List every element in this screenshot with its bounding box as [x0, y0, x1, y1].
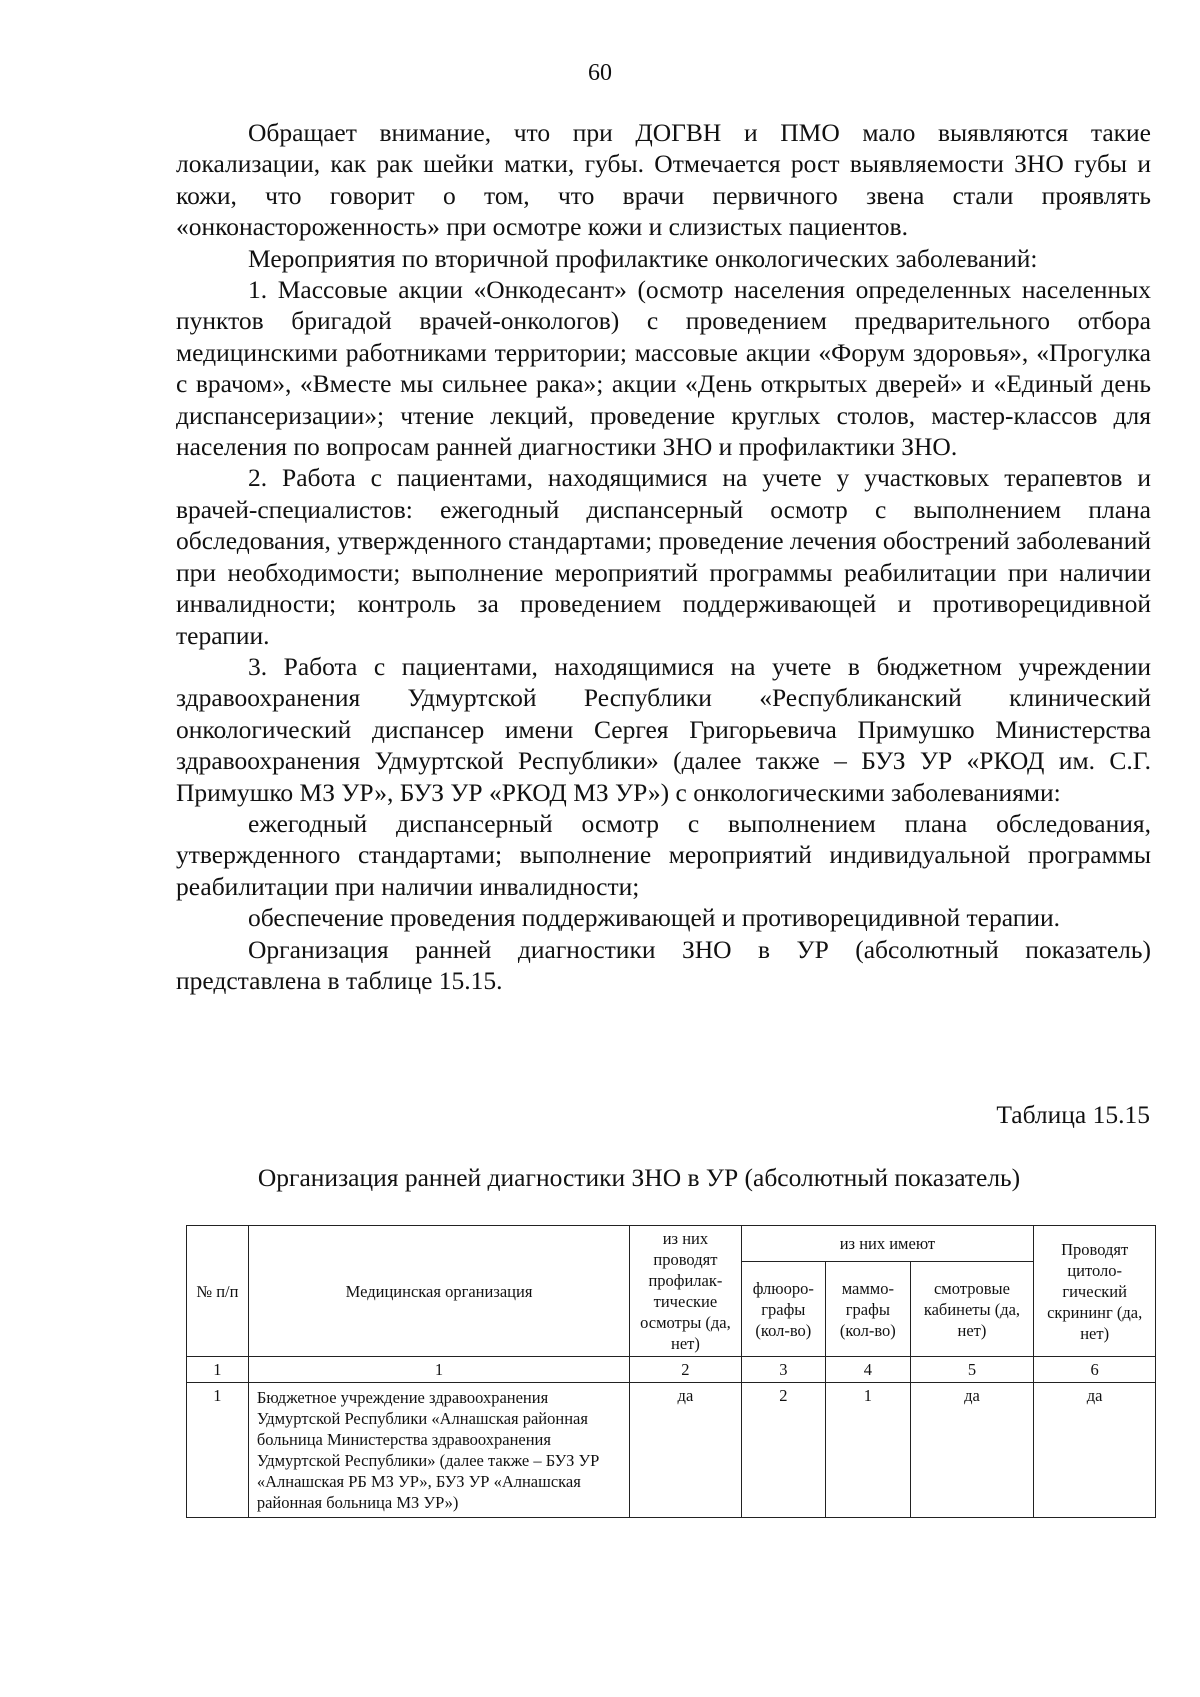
table-label: Таблица 15.15 [996, 1100, 1150, 1129]
header-org: Медицинская организация [248, 1226, 629, 1357]
col-number: 1 [187, 1357, 249, 1383]
col-number: 4 [826, 1357, 911, 1383]
col-number: 1 [248, 1357, 629, 1383]
col-number: 5 [910, 1357, 1034, 1383]
paragraph: Обращает внимание, что при ДОГВН и ПМО мало выявляются такие локализации, как рак шейки матки, губы. Отмечается рост выявляемости ЗНО губы и кожи, что говорит о том, что врачи первичного звена стали проявлять «онконастороженность» при осмотре кожи и слизистых пациентов. [176, 118, 1151, 242]
paragraph: 2. Работа с пациентами, находящимися на учете у участковых терапевтов и врачей-специалистов: ежегодный диспансерный осмотр с выполнением плана обследования, утвержденного стандартами; проведение лечения обострений заболеваний при необходимости; выполнение мероприятий программы реабилитации при наличии инвалидности; контроль за проведением поддерживающей и противорецидивной терапии. [176, 463, 1151, 650]
table-title: Организация ранней диагностики ЗНО в УР (абсолютный показатель) [257, 1163, 1021, 1192]
page-number: 60 [588, 60, 612, 86]
header-row [187, 1226, 1156, 1262]
header-cyto: Проводят цитоло-гический скрининг (да, нет) [1034, 1226, 1156, 1357]
column-number-row [187, 1357, 1156, 1383]
paragraph: ежегодный диспансерный осмотр с выполнением плана обследования, утвержденного стандартами; выполнение мероприятий индивидуальной программы реабилитации при наличии инвалидности; [176, 808, 1151, 901]
data-table [186, 1225, 1156, 1518]
paragraph: обеспечение проведения поддерживающей и противорецидивной терапии. [248, 903, 1061, 933]
body-text [176, 117, 1151, 996]
cell-org: Бюджетное учреждение здравоохранения Удмуртской Республики «Алнашская районная больница Министерства здравоохранения Удмуртской Республики» (далее также – БУЗ УР «Алнашская РБ МЗ УР», БУЗ УР «Алнашская районная больница МЗ УР») [248, 1383, 629, 1518]
header-rooms: смотровые кабинеты (да, нет) [910, 1262, 1034, 1357]
cell-mammo: 1 [826, 1383, 911, 1518]
paragraph: Организация ранней диагностики ЗНО в УР (абсолютный показатель) представлена в таблице 15.15. [176, 934, 1151, 995]
paragraph: 3. Работа с пациентами, находящимися на учете в бюджетном учреждении здравоохранения Удмуртской Республики «Республиканский клинический онкологический диспансер имени Сергея Григорьевича Примушко Министерства здравоохранения Удмуртской Республики» (далее также – БУЗ УР «РКОД им. С.Г. Примушко МЗ УР», БУЗ УР «РКОД МЗ УР») с онкологическими заболеваниями: [176, 651, 1151, 807]
header-group: из них имеют [741, 1226, 1034, 1262]
col-number: 3 [741, 1357, 826, 1383]
cell-num: 1 [187, 1383, 249, 1518]
header-prof: из них проводят профилак-тические осмотры (да, нет) [630, 1226, 741, 1357]
col-number: 6 [1034, 1357, 1156, 1383]
cell-cyto: да [1034, 1383, 1156, 1518]
cell-prof: да [630, 1383, 741, 1518]
header-fluoro: флюоро-графы (кол-во) [741, 1262, 826, 1357]
paragraph: Мероприятия по вторичной профилактике онкологических заболеваний: [248, 243, 1038, 273]
col-number: 2 [630, 1357, 741, 1383]
header-mammo: маммо-графы (кол-во) [826, 1262, 911, 1357]
cell-rooms: да [910, 1383, 1034, 1518]
header-num: № п/п [187, 1226, 249, 1357]
table-row [187, 1383, 1156, 1518]
paragraph: 1. Массовые акции «Онкодесант» (осмотр населения определенных населенных пунктов бригадой врачей-онкологов) с проведением предварительного отбора медицинскими работниками территории; массовые акции «Форум здоровья», «Прогулка с врачом», «Вместе мы сильнее рака»; акции «День открытых дверей» и «Единый день диспансеризации»; чтение лекций, проведение круглых столов, мастер-классов для населения по вопросам ранней диагностики ЗНО и профилактики ЗНО. [176, 275, 1151, 462]
cell-fluoro: 2 [741, 1383, 826, 1518]
